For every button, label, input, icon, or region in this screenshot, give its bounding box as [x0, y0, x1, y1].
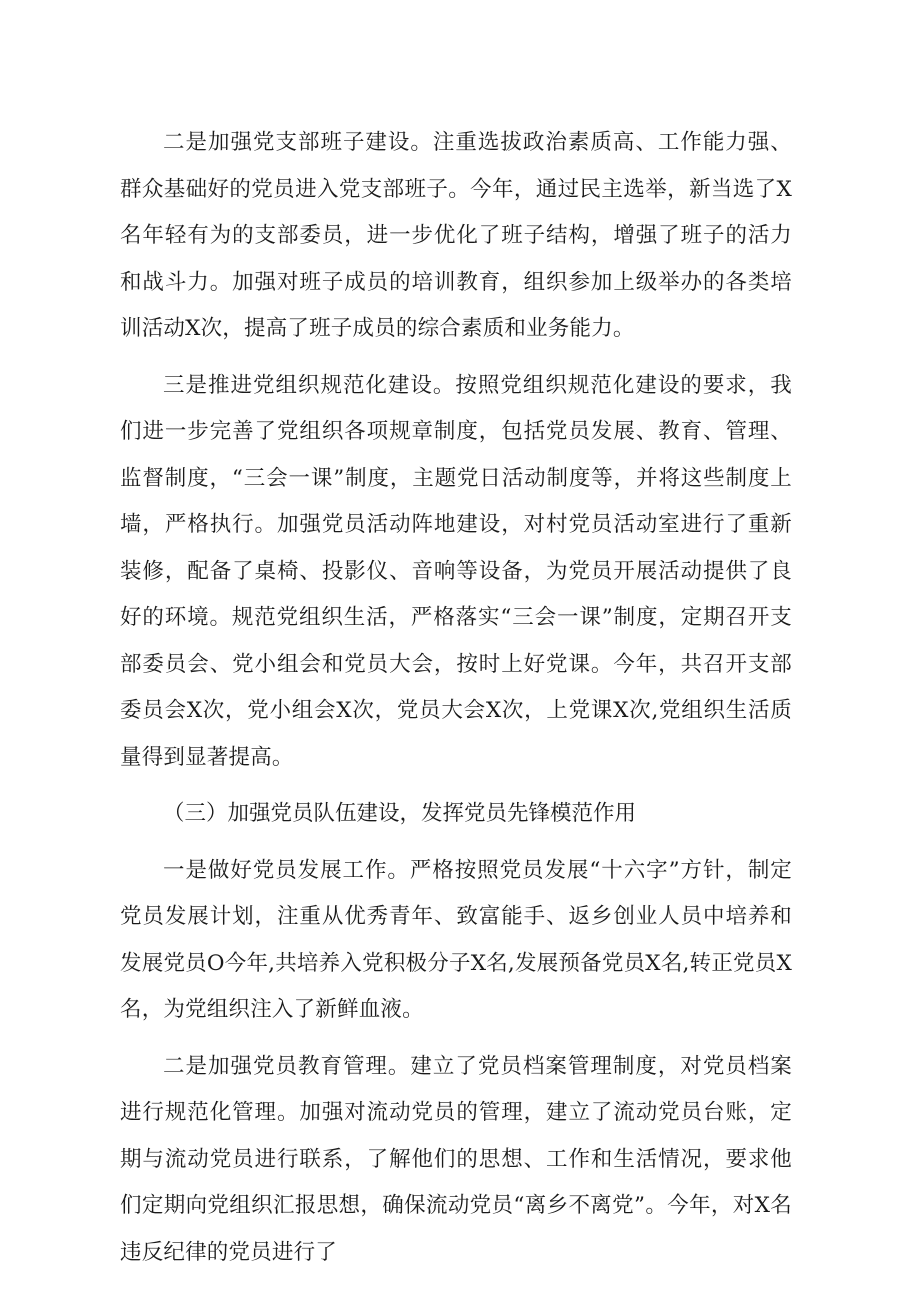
paragraph-branch-team: 二是加强党支部班子建设。注重选拔政治素质高、工作能力强、群众基础好的党员进入党支部班子。今年，通过民主选举，新当选了X名年轻有为的支部委员，进一步优化了班子结构，增强了班子的活力和战斗力。加强对班子成员的培训教育，组织参加上级举办的各类培训活动X次，提高了班子成员的综合素质和业务能力。	[120, 130, 792, 341]
section-heading: （三）加强党员队伍建设，发挥党员先锋模范作用	[163, 801, 637, 826]
paragraph-standardization: 三是推进党组织规范化建设。按照党组织规范化建设的要求，我们进一步完善了党组织各项规章制度，包括党员发展、教育、管理、监督制度，“三会一课”制度，主题党日活动制度等，并将这些制度上墙，严格执行。加强党员活动阵地建设，对村党员活动室进行了重新装修，配备了桌椅、投影仪、音响等设备，为党员开展活动提供了良好的环境。规范党组织生活，严格落实“三会一课”制度，定期召开支部委员会、党小组会和党员大会，按时上好党课。今年，共召开支部委员会X次，党小组会X次，党员大会X次，上党课X次,党组织生活质量得到显著提高。	[120, 372, 792, 770]
paragraph-member-education: 二是加强党员教育管理。建立了党员档案管理制度，对党员档案进行规范化管理。加强对流动党员的管理，建立了流动党员台账，定期与流动党员进行联系，了解他们的思想、工作和生活情况，要求他们定期向党组织汇报思想，确保流动党员“离乡不离党”。今年，对X名违反纪律的党员进行了	[120, 1053, 792, 1265]
paragraph-member-development: 一是做好党员发展工作。严格按照党员发展“十六字”方针，制定党员发展计划，注重从优秀青年、致富能手、返乡创业人员中培养和发展党员O今年,共培养入党积极分子X名,发展预备党员X名,转正党员X名，为党组织注入了新鲜血液。	[120, 857, 792, 1022]
document-page	[120, 120, 792, 1286]
